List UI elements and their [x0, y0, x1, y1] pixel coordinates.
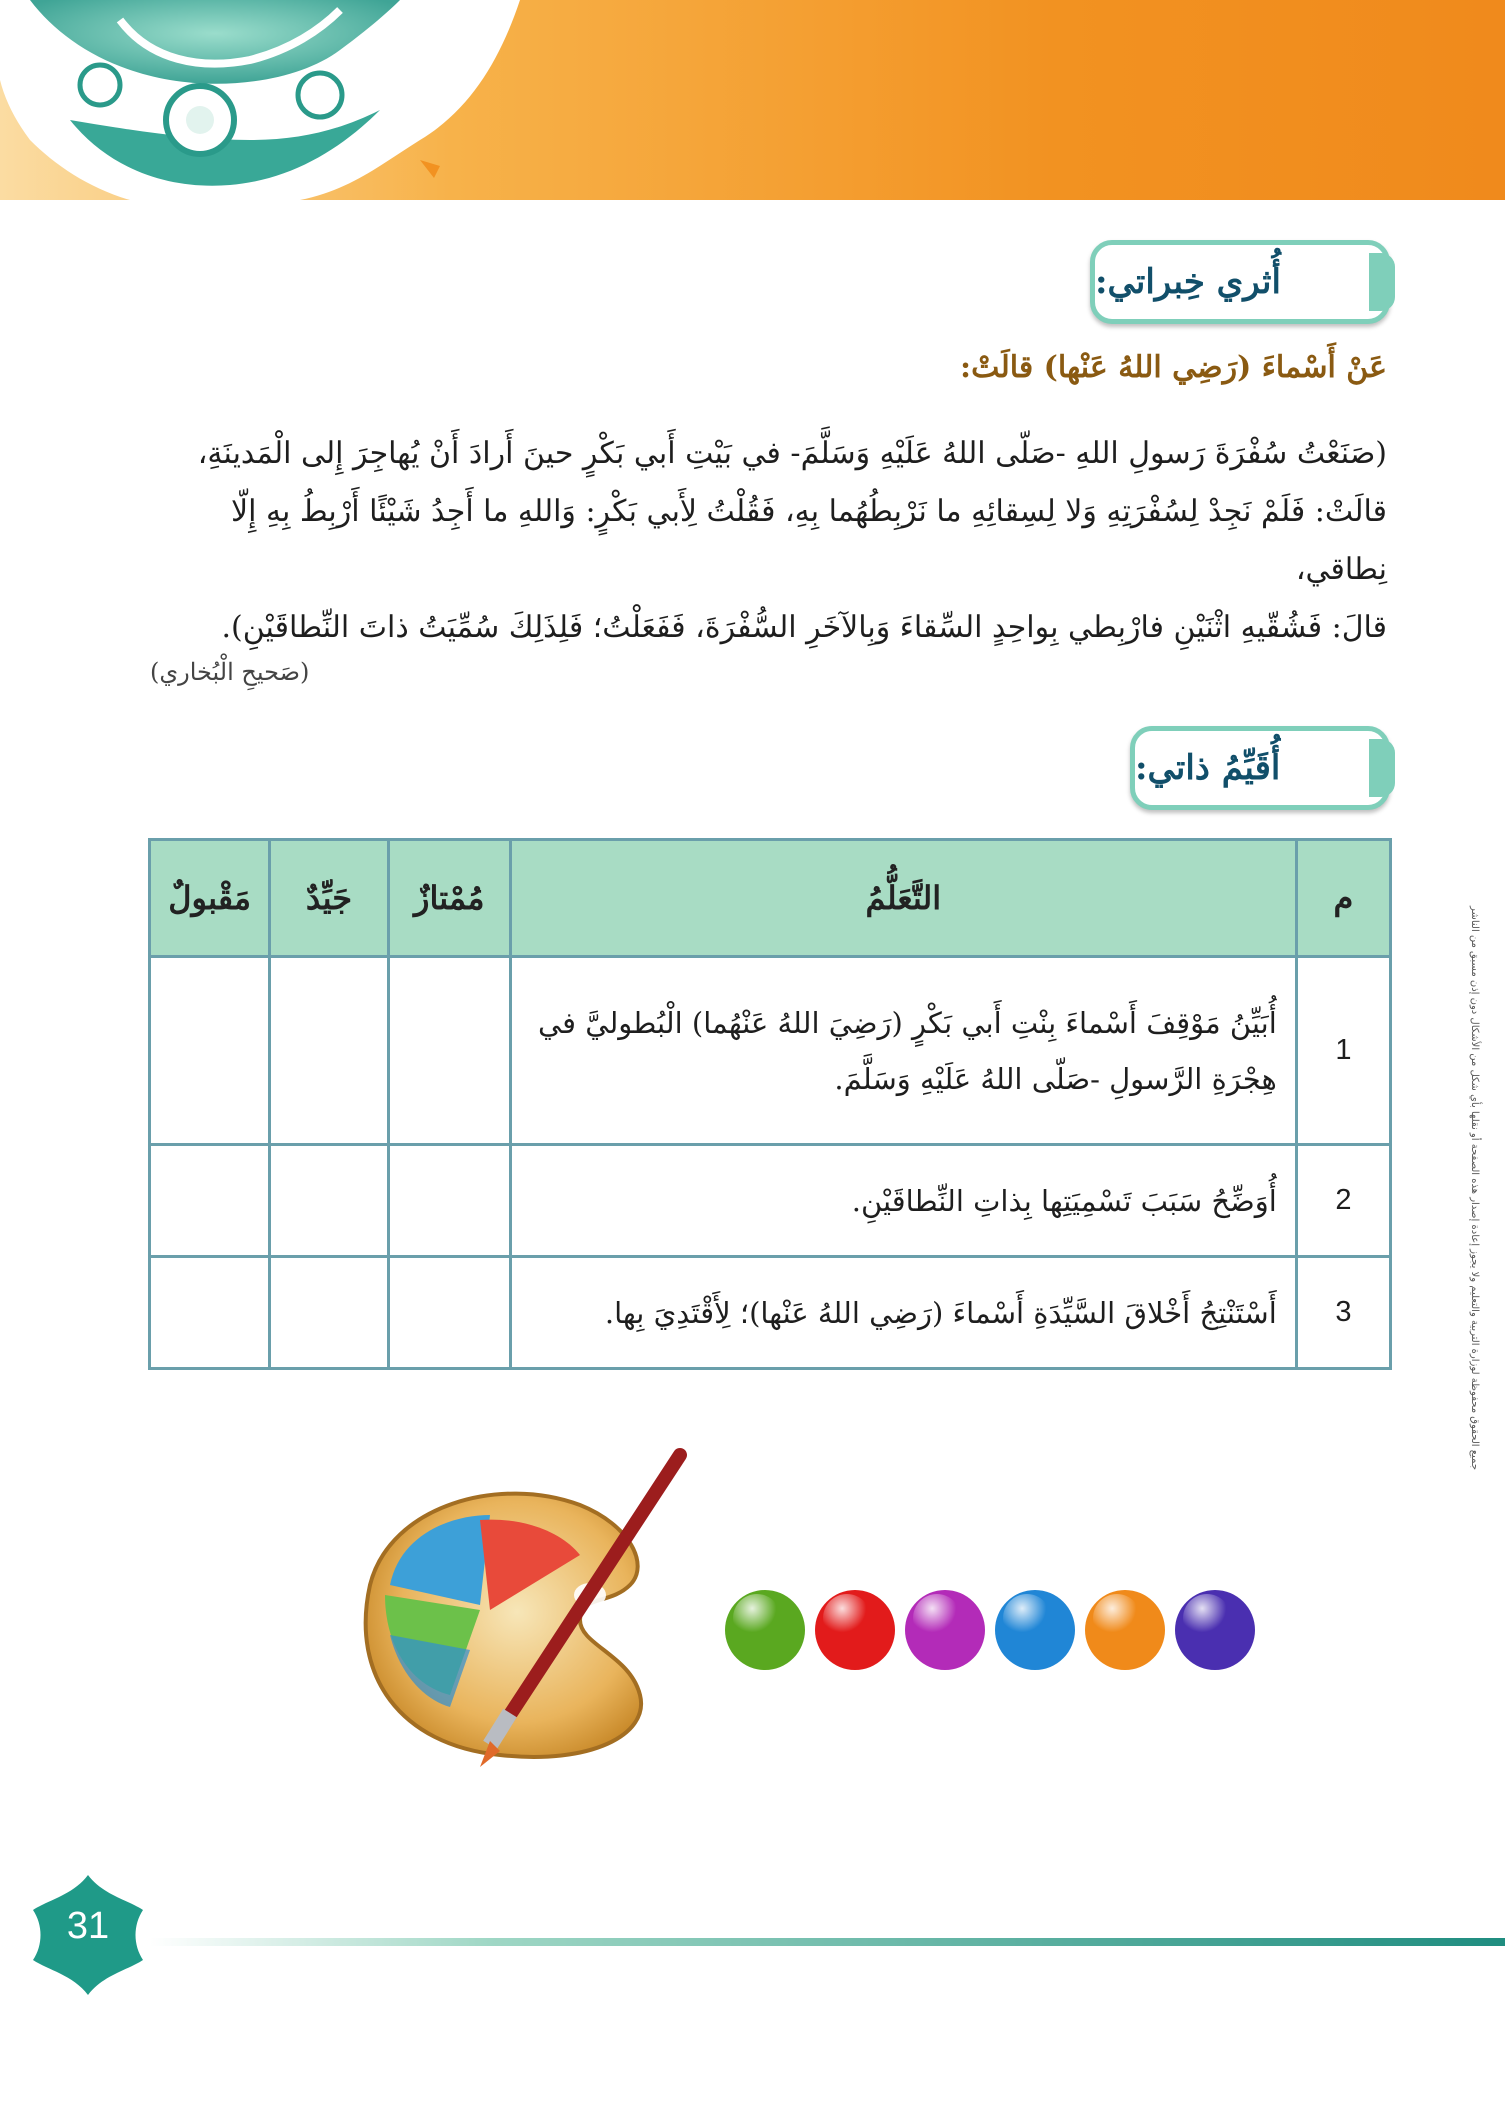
self-assessment-table: [148, 838, 1392, 1370]
gem-shine: [823, 1594, 871, 1642]
row-text: أُبَيِّنُ مَوْقِفَ أَسْماءَ بِنْتِ أَبي بَكْرٍ (رَضِيَ اللهُ عَنْهُما) الْبُطوليَّ في هِجْرَةِ الرَّسولِ -صَلّى اللهُ عَلَيْهِ وَسَلَّمَ.: [510, 957, 1296, 1145]
gem-shine: [733, 1594, 781, 1642]
row-number: 2: [1296, 1145, 1390, 1257]
row-text: أُوَضِّحُ سَبَبَ تَسْمِيَتِها بِذاتِ النِّطاقَيْنِ.: [510, 1145, 1296, 1257]
gem-shine: [913, 1594, 961, 1642]
row-number: 1: [1296, 957, 1390, 1145]
heading-tab: [1369, 253, 1395, 311]
header-num: م: [1296, 840, 1390, 957]
rating-cell-good[interactable]: [270, 1145, 388, 1257]
header-learning: التَّعَلُّمُ: [510, 840, 1296, 957]
hadith-narrator: عَنْ أَسْماءَ (رَضِي اللهُ عَنْها) قالَتْ:: [960, 350, 1387, 385]
hadith-text: [147, 425, 1387, 657]
side-copyright-notice: جميع الحقوق محفوظة لوزارة التربية والتعليم ولا يجوز إعادة إصدار هذه الصفحة أو نقلها بأي شكل من الأشكال دون إذن مسبق من الناشر: [1469, 905, 1480, 1470]
experience-heading: أُثري خِبراتي:: [1090, 240, 1390, 324]
footer-line: [150, 1938, 1505, 1946]
rating-cell-good[interactable]: [270, 1257, 388, 1369]
paint-palette-icon: [330, 1445, 730, 1785]
gem-shine: [1003, 1594, 1051, 1642]
rating-cell-good[interactable]: [270, 957, 388, 1145]
gem-shine: [1183, 1594, 1231, 1642]
table-header-row: [150, 840, 1391, 957]
table-row: [150, 957, 1391, 1145]
header-acceptable: مَقْبولٌ: [150, 840, 270, 957]
header-excellent: مُمْتازٌ: [388, 840, 510, 957]
colored-gems-row: [720, 1580, 1260, 1680]
rating-cell-acceptable[interactable]: [150, 1257, 270, 1369]
rating-cell-excellent[interactable]: [388, 1257, 510, 1369]
rating-cell-excellent[interactable]: [388, 957, 510, 1145]
arabesque-ornament-icon: [0, 0, 560, 260]
rating-cell-acceptable[interactable]: [150, 957, 270, 1145]
self-eval-heading: أُقَيِّمُ ذاتي:: [1130, 726, 1390, 810]
header-good: جَيِّدٌ: [270, 840, 388, 957]
row-text: أَسْتَنْتِجُ أَخْلاقَ السَّيِّدَةِ أَسْماءَ (رَضِي اللهُ عَنْها)؛ لِأَقْتَدِيَ بِها.: [510, 1257, 1296, 1369]
hadith-line: قالَتْ: فَلَمْ نَجِدْ لِسُفْرَتِهِ وَلا لِسِقائِهِ ما نَرْبِطُهُما بِهِ، فَقُلْتُ لِأَبي بَكْرٍ: وَاللهِ ما أَجِدُ شَيْئًا أَرْبِطُ بِهِ إِلّا نِطاقي،: [230, 494, 1387, 587]
gem-shine: [1093, 1594, 1141, 1642]
row-number: 3: [1296, 1257, 1390, 1369]
table-row: [150, 1257, 1391, 1369]
hadith-line: (صَنَعْتُ سُفْرَةَ رَسولِ اللهِ -صَلّى اللهُ عَلَيْهِ وَسَلَّمَ- في بَيْتِ أَبي بَكْرٍ حينَ أَرادَ أَنْ يُهاجِرَ إِلى الْمَدينَةِ،: [197, 436, 1387, 471]
table-row: [150, 1145, 1391, 1257]
hadith-source: (صَحيحِ الْبُخاري): [150, 658, 310, 686]
page-number: 31: [66, 1905, 110, 1947]
hadith-line: قالَ: فَشُقّيهِ اثْنَيْنِ فارْبِطي بِواحِدٍ السِّقاءَ وَبِالآخَرِ السُّفْرَةَ، فَفَعَلْتُ؛ فَلِذَلِكَ سُمِّيَتُ ذاتَ النِّطاقَيْنِ).: [221, 610, 1387, 645]
rating-cell-excellent[interactable]: [388, 1145, 510, 1257]
rating-cell-acceptable[interactable]: [150, 1145, 270, 1257]
heading-tab: [1369, 739, 1395, 797]
